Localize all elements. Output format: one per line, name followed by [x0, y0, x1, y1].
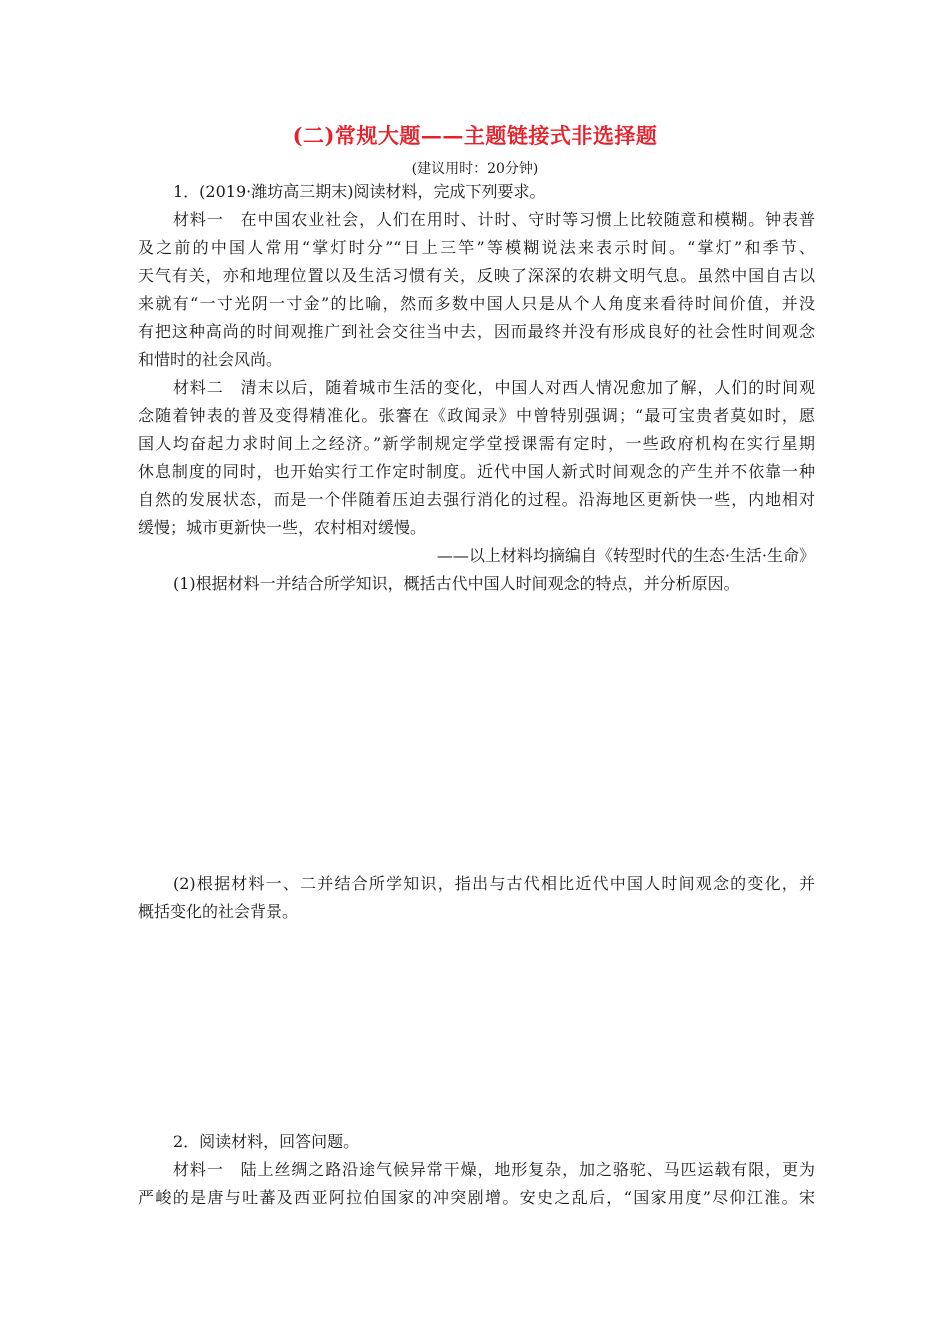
q1-material2-line: 材料二 清末以后，随着城市生活的变化，中国人对西人情况愈加了解，人们的时间观	[173, 378, 815, 397]
q1-material2-line: 念随着钟表的普及变得精准化。张謇在《政闻录》中曾特别强调；“最可宝贵者莫如时，愿	[138, 406, 815, 425]
q1-material2-line: 缓慢；城市更新快一些，农村相对缓慢。	[138, 518, 427, 537]
q1-stem: 1．(2019·潍坊高三期末)阅读材料，完成下列要求。	[173, 182, 546, 201]
q2-material1-line: 材料一 陆上丝绸之路沿途气候异常干燥，地形复杂，加之骆驼、马匹运载有限，更为	[173, 1160, 815, 1179]
q1-subquestion-1: (1)根据材料一并结合所学知识，概括古代中国人时间观念的特点，并分析原因。	[173, 574, 740, 593]
q1-material1-line: 有把这种高尚的时间观推广到社会交往当中去，因而最终并没有形成良好的社会性时间观念	[138, 322, 815, 341]
q1-material2-line: 休息制度的同时，也开始实行工作定时制度。近代中国人新式时间观念的产生并不依靠一种	[138, 462, 815, 481]
q1-material1-line: 及之前的中国人常用“掌灯时分”“日上三竿”等模糊说法来表示时间。“掌灯”和季节、	[138, 238, 815, 257]
q1-material1-line: 来就有“一寸光阴一寸金”的比喻，然而多数中国人只是从个人角度来看待时间价值，并没	[138, 294, 815, 313]
q1-material2-line: 国人均奋起力求时间上之经济。”新学制规定学堂授课需有定时，一些政府机构在实行星期	[138, 434, 815, 453]
q1-source-citation: ——以上材料均摘编自《转型时代的生态·生活·生命》	[436, 546, 815, 565]
q1-material1-line: 材料一 在中国农业社会，人们在用时、计时、守时等习惯上比较随意和模糊。钟表普	[173, 210, 815, 229]
section-title: (二)常规大题——主题链接式非选择题	[292, 123, 658, 148]
q2-stem: 2．阅读材料，回答问题。	[173, 1132, 360, 1151]
q1-subquestion-2-line: (2)根据材料一、二并结合所学知识，指出与古代相比近代中国人时间观念的变化，并	[173, 874, 815, 893]
q1-material1-line: 和惜时的社会风尚。	[138, 350, 283, 369]
q1-material2-line: 自然的发展状态，而是一个伴随着压迫去强行消化的过程。沿海地区更新快一些，内地相对	[138, 490, 815, 509]
time-hint: (建议用时：20分钟)	[411, 161, 539, 177]
q1-material1-line: 天气有关，亦和地理位置以及生活习惯有关，反映了深深的农耕文明气息。虽然中国自古以	[138, 266, 815, 285]
q2-material1-line: 严峻的是唐与吐蕃及西亚阿拉伯国家的冲突剧增。安史之乱后，“国家用度”尽仰江淮。宋	[138, 1188, 815, 1207]
q1-subquestion-2-line: 概括变化的社会背景。	[138, 902, 299, 921]
